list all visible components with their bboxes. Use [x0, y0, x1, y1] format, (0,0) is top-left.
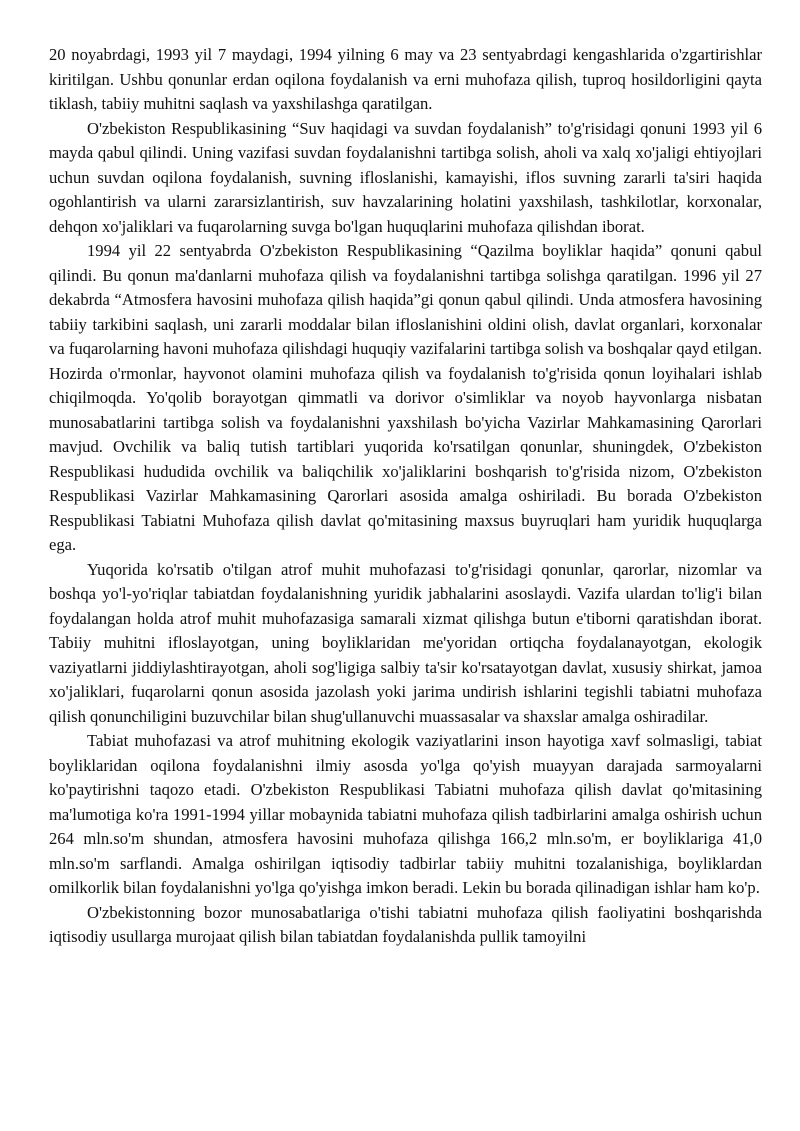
paragraph-3: 1994 yil 22 sentyabrda O'zbekiston Respublikasining “Qazilma boyliklar haqida” qonuni qabul qilindi. Bu qonun ma'danlarni muhofaza qilish va foydalanishni tartibga solishga qaratilgan. 1996 yil 27 dekabrda “Atmosfera havosini muhofaza qilish haqida”gi qonun qabul qilindi. Unda atmosfera havosining tabiiy tarkibini saqlash, uni zararli moddalar bilan ifloslanishini oldini olish, davlat organlari, korxonalar va fuqarolarning havoni muhofaza qilishdagi huquqiy vazifalarini tartibga solish va boshqalar qayd etilgan. Hozirda o'rmonlar, hayvonot olamini muhofaza qilish va foydalanish to'g'risida qonun loyihalari ishlab chiqilmoqda. Yo'qolib borayotgan qimmatli va dorivor o'simliklar va noyob hayvonlarga nisbatan munosabatlarini tartibga solish va foydalanishni yaxshilash bo'yicha Vazirlar Mahkamasining Qarorlari mavjud. Ovchilik va baliq tutish tartiblari yuqorida ko'rsatilgan qonunlar, shuningdek, O'zbekiston Respublikasi hududida ovchilik va baliqchilik xo'jaliklarini boshqarish to'g'risida nizom, O'zbekiston Respublikasi Vazirlar Mahkamasining Qarorlari asosida amalga oshiriladi. Bu borada O'zbekiston Respublikasi Tabiatni Muhofaza qilish davlat qo'mitasining maxsus buyruqlari ham yuridik huquqlarga ega. [49, 241, 762, 554]
paragraph-6: O'zbekistonning bozor munosabatlariga o'tishi tabiatni muhofaza qilish faoliyatini boshqarishda iqtisodiy usullarga murojaat qilish bilan tabiatdan foydalanishda pullik tamoyilni [49, 902, 762, 946]
paragraph-1: 20 noyabrdagi, 1993 yil 7 maydagi, 1994 yilning 6 may va 23 sentyabrdagi kengashlarida o'zgartirishlar kiritilgan. Ushbu qonunlar erdan oqilona foydalanish va erni muhofaza qilish, tuproq hosildorligini qayta tiklash, tabiiy muhitni saqlash va yaxshilashga qaratilgan. [49, 45, 762, 113]
document-page [49, 43, 762, 950]
paragraph-5: Tabiat muhofazasi va atrof muhitning ekologik vaziyatlarini inson hayotiga xavf solmasligi, tabiat boyliklaridan oqilona foydalanishni ilmiy asosda yo'lga qo'yish muayyan darajada sarmoyalarni ko'paytirishni taqozo etadi. O'zbekiston Respublikasi Tabiatni muhofaza qilish davlat qo'mitasining ma'lumotiga ko'ra 1991-1994 yillar mobaynida tabiatni muhofaza qilish tadbirlarini amalga oshirish uchun 264 mln.so'm shundan, atmosfera havosini muhofaza qilishga 166,2 mln.so'm, er boyliklariga 41,0 mln.so'm sarflandi. Amalga oshirilgan iqtisodiy tadbirlar tabiiy muhitni tozalanishiga, boyliklardan omilkorlik bilan foydalanishni yo'lga qo'yishga imkon beradi. Lekin bu borada qilinadigan ishlar ham ko'p. [49, 731, 762, 897]
paragraph-2: O'zbekiston Respublikasining “Suv haqidagi va suvdan foydalanish” to'g'risidagi qonuni 1993 yil 6 mayda qabul qilindi. Uning vazifasi suvdan foydalanishni tartibga solish, aholi va xalq xo'jaligi ehtiyojlari uchun suvdan oqilona foydalanish, suvning ifloslanishi, kamayishi, iflos suvning zararli ta'siri haqida ogohlantirish va ularni zararsizlantirish, suv havzalarining holatini yaxshilash, tashkilotlar, korxonalar, dehqon xo'jaliklari va fuqarolarning suvga bo'lgan huquqlarini muhofaza qilishdan iborat. [49, 118, 762, 236]
paragraph-4: Yuqorida ko'rsatib o'tilgan atrof muhit muhofazasi to'g'risidagi qonunlar, qarorlar, nizomlar va boshqa yo'l-yo'riqlar tabiatdan foydalanishning yuridik jabhalarini asoslaydi. Vazifa ulardan to'lig'i bilan foydalangan holda atrof muhit muhofazasiga samarali xizmat qilishga butun e'tiborni qaratishdan iborat. Tabiiy muhitni ifloslayotgan, uning boyliklaridan me'yoridan ortiqcha foydalanayotgan, ekologik vaziyatlarni jiddiylashtirayotgan, aholi sog'ligiga salbiy ta'sir ko'rsatayotgan davlat, xususiy shirkat, jamoa xo'jaliklari, fuqarolarni qonun asosida jazolash yoki jarima undirish ishlarini tegishli tabiatni muhofaza qilish qonunchiligini buzuvchilar bilan shug'ullanuvchi muassasalar va shaxslar amalga oshiradilar. [49, 559, 762, 726]
